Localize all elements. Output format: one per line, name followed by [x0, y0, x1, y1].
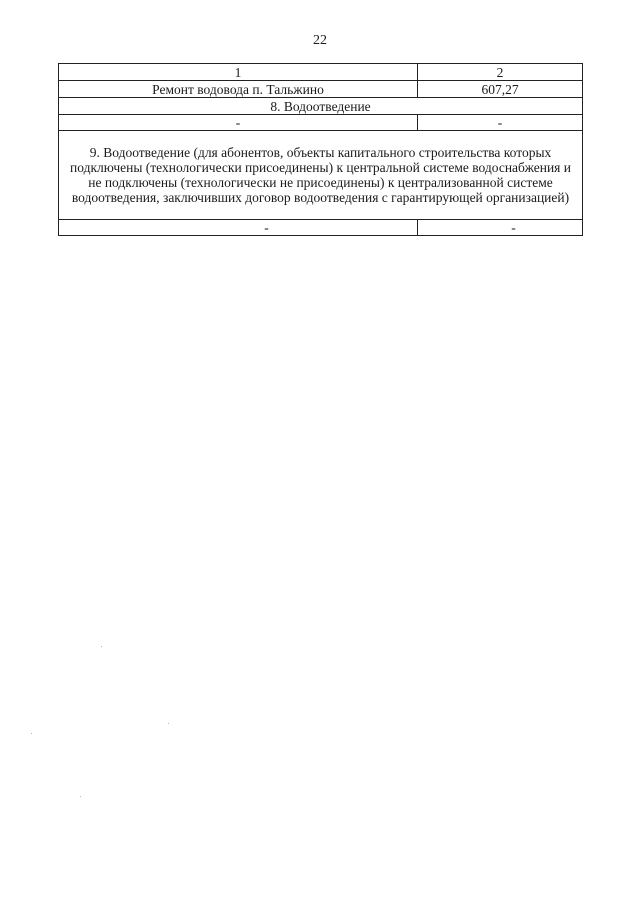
section-title-8: 8. Водоотведение: [59, 98, 583, 115]
item-value: 607,27: [418, 81, 583, 98]
section-row-8: [59, 98, 583, 115]
scan-speck: [101, 646, 102, 647]
scan-speck: [80, 796, 81, 797]
data-table: [58, 63, 583, 236]
empty-cell-name: -: [59, 115, 418, 131]
column-number-1: 1: [59, 64, 418, 81]
scan-speck: [168, 723, 169, 724]
table-row: [59, 220, 583, 236]
item-name: Ремонт водовода п. Тальжино: [59, 81, 418, 98]
table-row: [59, 115, 583, 131]
section-row-9: [59, 131, 583, 220]
section-title-9: 9. Водоотведение (для абонентов, объекты капитального строительства которых подключены (технологически присоединены) к центральной системе водоснабжения и не подключены (технологически не присоединены) к централизованной системе водоотведения, заключивших договор водоотведения с гарантирующей организацией): [59, 131, 583, 220]
scan-speck: [31, 733, 32, 734]
table-header-row: [59, 64, 583, 81]
column-number-2: 2: [418, 64, 583, 81]
empty-cell-name: -: [59, 220, 418, 236]
empty-cell-value: -: [418, 115, 583, 131]
table-row: [59, 81, 583, 98]
page-number: 22: [313, 33, 327, 48]
empty-cell-value: -: [418, 220, 583, 236]
